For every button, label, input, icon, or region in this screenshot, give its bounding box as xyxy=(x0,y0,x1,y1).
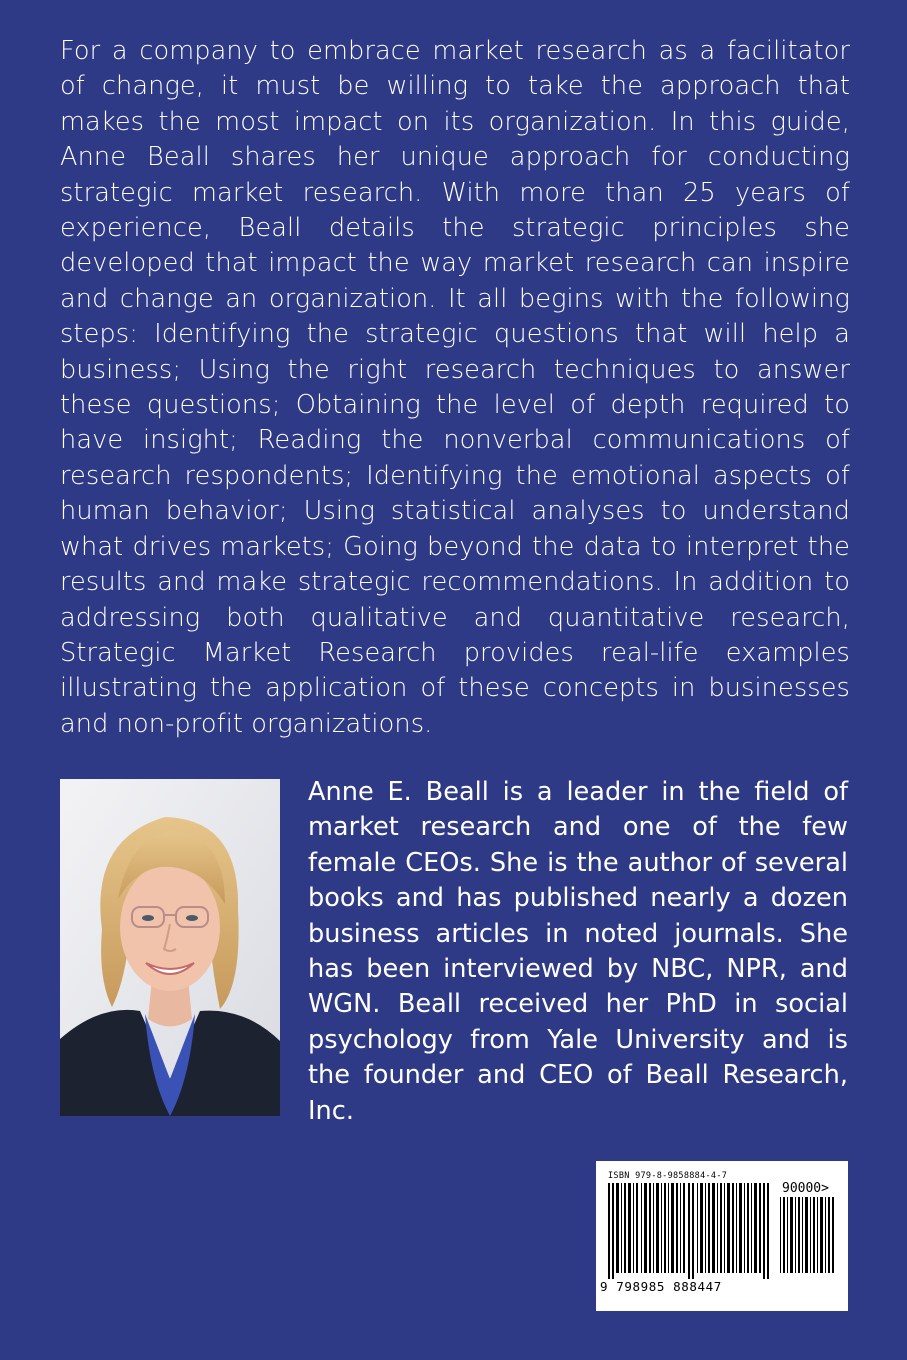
barcode-bars xyxy=(608,1183,838,1279)
author-bio: Anne E. Beall is a leader in the field of market research and one of the few female CEOs. She is the author of several books and has published nearly a dozen business articles in noted journals. She has been interviewed by NBC, NPR, and WGN. Beall received her PhD in social psychology from Yale University and is the founder and CEO of Beall Research, Inc. xyxy=(308,777,848,1126)
author-photo xyxy=(60,779,280,1116)
isbn-digits: 9 798985 888447 xyxy=(600,1279,722,1294)
author-portrait-illustration xyxy=(60,779,280,1116)
isbn-barcode xyxy=(596,1161,848,1311)
price-addon-code: 90000> xyxy=(782,1181,829,1196)
book-description: For a company to embrace market research as a facilitator of change, it must be willing to take the approach that makes the most impact on its organization. In this guide, Anne Beall shares her unique approach for conducting strategic market research. With more than 25 years of experience, Beall details the strategic principles she developed that impact the way market research can inspire and change an organization. It all begins with the following steps: Identifying the strategic questions that will help a business; Using the right research techniques to answer these questions; Obtaining the level of depth required to have insight; Reading the nonverbal communications of research respondents; Identifying the emotional aspects of human behavior; Using statistical analyses to understand what drives markets; Going beyond the data to interpret the results and make strategic recommendations. In addition to addressing both qualitative and quantitative research, Strategic Market Research provides real-life examples illustrating the application of these concepts in businesses and non-profit organizations. xyxy=(60,36,850,739)
isbn-label: ISBN 979-8-9858884-4-7 xyxy=(608,1171,728,1181)
